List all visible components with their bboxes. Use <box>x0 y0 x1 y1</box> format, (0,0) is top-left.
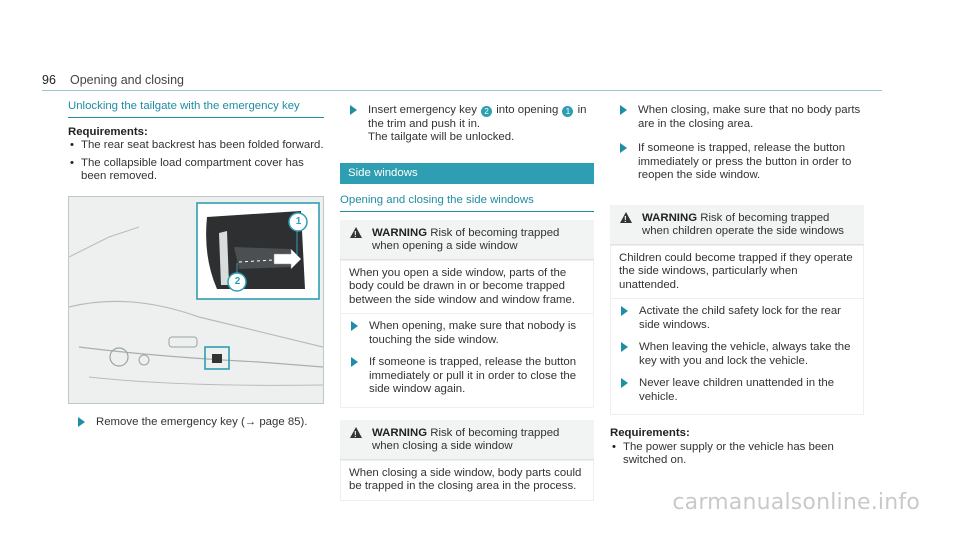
warning-step <box>341 356 593 397</box>
step-text: Activate the child safety lock for the rear side windows. <box>639 305 841 331</box>
watermark: carmanualsonline.info <box>672 490 920 515</box>
warning-body: When you open a side window, parts of the body could be drawn in or become trapped between the side window and window frame. <box>340 260 594 315</box>
step-text: When leaving the vehicle, always take the key with you and lock the vehicle. <box>639 341 851 367</box>
requirement-item: • The collapsible load compartment cover has been removed. <box>68 157 324 184</box>
step-result: The tailgate will be unlocked. <box>368 131 515 143</box>
step-arrow-icon <box>620 143 627 153</box>
warning-header <box>610 205 864 245</box>
warning-body: Children could become trapped if they operate the side windows, particularly when unattended. <box>610 245 864 300</box>
header-divider <box>42 90 882 91</box>
subheading-opening-closing: Opening and closing the side windows <box>340 194 594 212</box>
requirement-item: • The rear seat backrest has been folded forward. <box>68 139 324 153</box>
trunk-interior-illustration <box>69 197 323 403</box>
figure-callout-2: 2 <box>234 275 241 287</box>
step-text: If someone is trapped, release the button immediately or press the button in order to reopen the side window. <box>638 142 852 181</box>
column-3 <box>610 100 864 468</box>
step-arrow-icon <box>351 321 358 331</box>
callout-1-badge: 1 <box>562 106 573 117</box>
step-arrow-icon <box>351 357 358 367</box>
step-arrow-icon <box>620 105 627 115</box>
warning-box-children <box>610 205 864 416</box>
step-arrow-icon <box>621 378 628 388</box>
requirement-item: • The power supply or the vehicle has been switched on. <box>610 441 864 468</box>
page-number: 96 <box>42 73 56 87</box>
step-arrow-icon <box>350 105 357 115</box>
step-text: When closing, make sure that no body parts are in the closing area. <box>638 104 861 130</box>
warning-step <box>341 320 593 347</box>
warning-step <box>611 377 863 404</box>
warning-title: Risk of becoming trapped when children operate the side windows <box>642 211 844 237</box>
step-release-button <box>610 142 864 183</box>
warning-icon <box>620 212 632 223</box>
column-2 <box>340 100 594 513</box>
step-text: If someone is trapped, release the button immediately or pull it in order to close the side window again. <box>369 356 577 395</box>
warning-label: WARNING <box>642 211 698 224</box>
warning-label: WARNING <box>372 426 428 439</box>
figure-callout-1: 1 <box>295 215 302 227</box>
section-heading-tailgate: Unlocking the tailgate with the emergency key <box>68 100 324 118</box>
step-closing-check <box>610 104 864 131</box>
step-text: When opening, make sure that nobody is touching the side window. <box>369 320 577 346</box>
tailgate-emergency-key-figure <box>68 196 324 404</box>
column-1 <box>68 100 324 440</box>
warning-header <box>340 220 594 260</box>
warning-steps <box>340 314 594 408</box>
warning-header <box>340 420 594 460</box>
step-arrow-icon <box>621 306 628 316</box>
warning-step <box>611 305 863 332</box>
warning-title: Risk of becoming trapped when closing a side window <box>372 426 560 452</box>
step-arrow-icon <box>78 417 85 427</box>
warning-steps <box>610 299 864 415</box>
step-text: Never leave children unattended in the vehicle. <box>639 377 835 403</box>
step-text-part: Insert emergency key <box>368 104 477 116</box>
warning-body: When closing a side window, body parts could be trapped in the closing area in the process. <box>340 460 594 501</box>
step-text: Remove the emergency key (→ page 85). <box>96 415 308 428</box>
callout-2-badge: 2 <box>481 106 492 117</box>
warning-label: WARNING <box>372 226 428 239</box>
warning-title: Risk of becoming trapped when opening a side window <box>372 226 560 252</box>
warning-box-closing <box>340 420 594 501</box>
section-bar-side-windows: Side windows <box>340 163 594 185</box>
step-remove-emergency-key <box>68 416 324 430</box>
step-text-part: in the trim and push it in. <box>368 104 587 130</box>
warning-icon <box>350 427 362 438</box>
step-insert-key <box>340 104 594 145</box>
running-header-title: Opening and closing <box>70 73 184 87</box>
requirements-title: Requirements: <box>68 125 148 138</box>
step-text-part: into opening <box>496 104 559 116</box>
warning-icon <box>350 227 362 238</box>
warning-box-opening <box>340 220 594 408</box>
warning-step <box>611 341 863 368</box>
step-arrow-icon <box>621 342 628 352</box>
requirements-title: Requirements: <box>610 427 690 439</box>
